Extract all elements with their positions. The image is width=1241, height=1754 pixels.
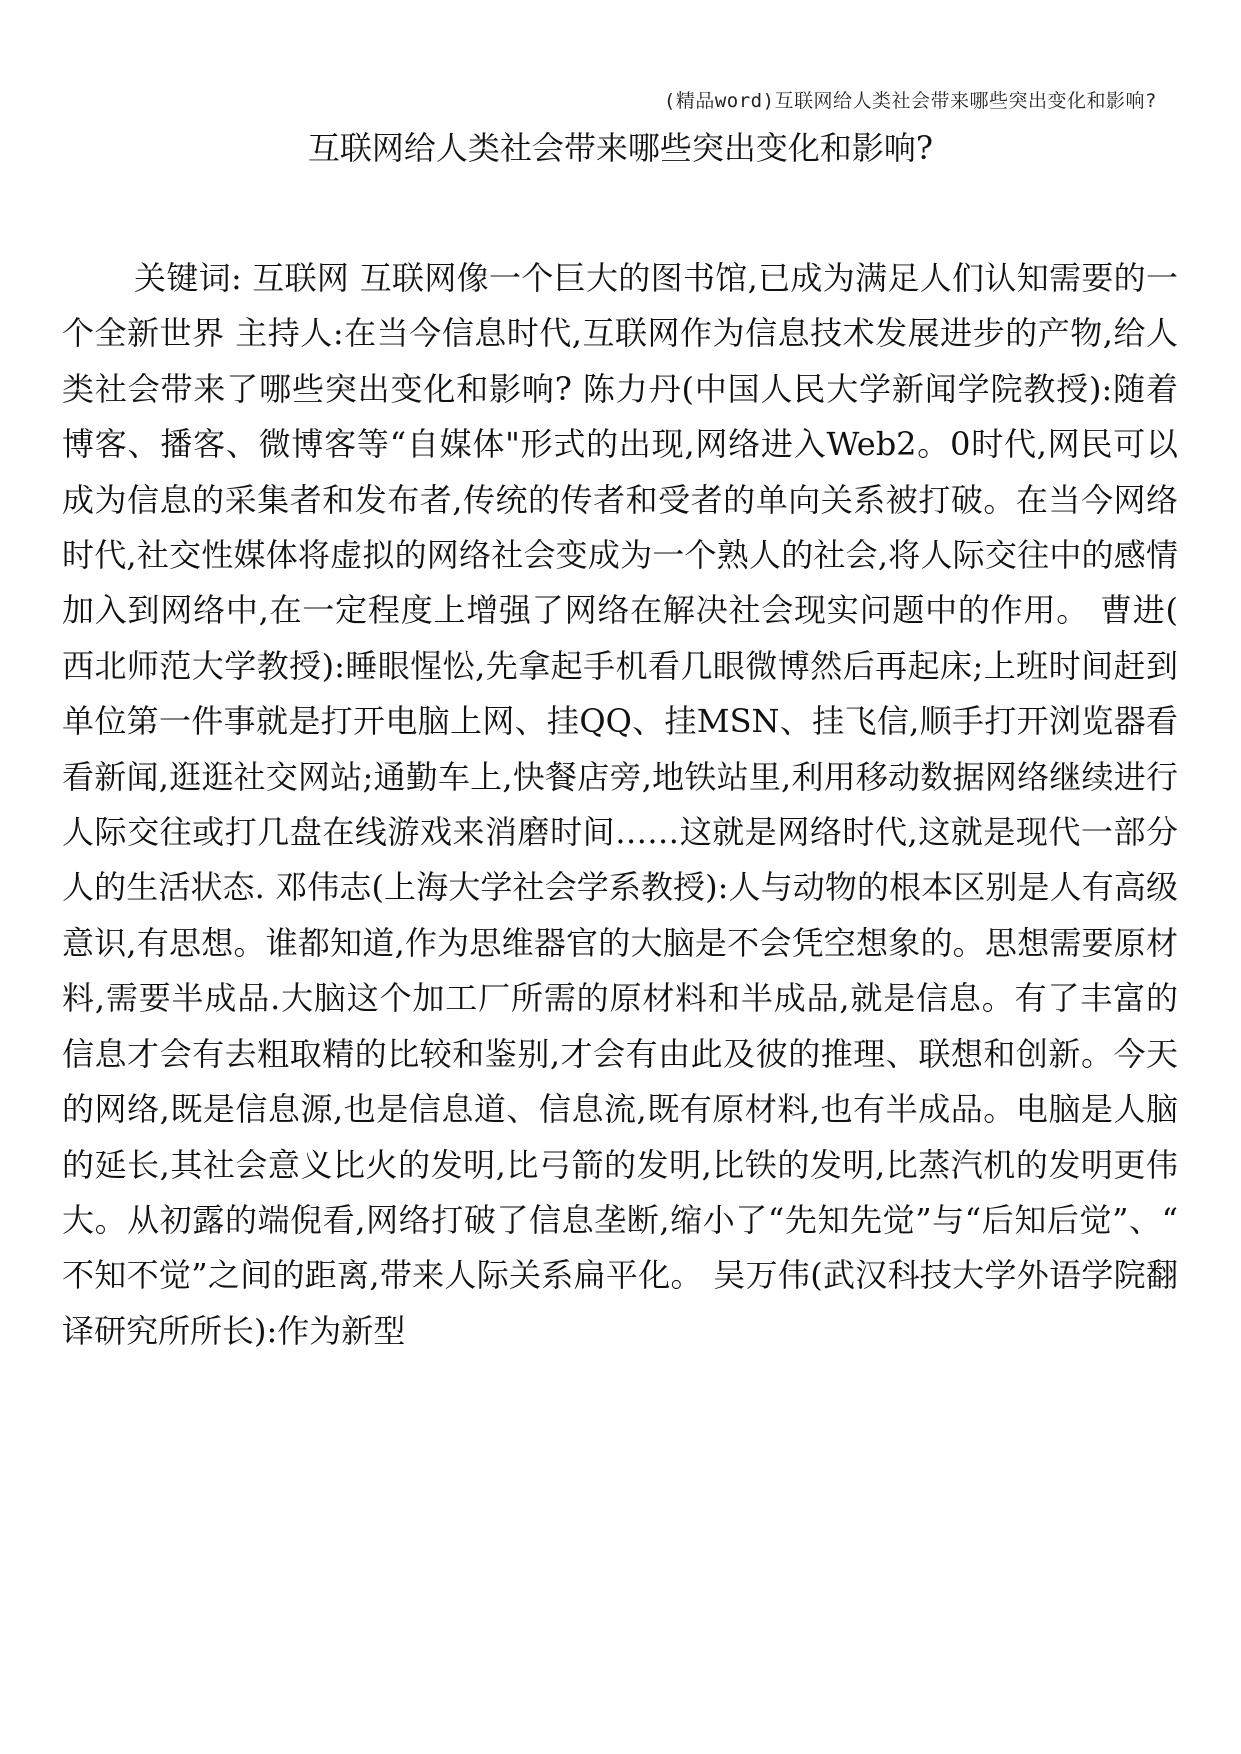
running-header: (精品word)互联网给人类社会带来哪些突出变化和影响? [663,90,1157,112]
document-body-paragraph: 关键词: 互联网 互联网像一个巨大的图书馆,已成为满足人们认知需要的一个全新世界 主持人:在当今信息时代,互联网作为信息技术发展进步的产物,给人类社会带来了哪些突出变化和影响? 陈力丹(中国人民大学新闻学院教授):随着博客、播客、微博客等“自媒体"形式的出现,网络进入Web2。0时代,网民可以成为信息的采集者和发布者,传统的传者和受者的单向关系被打破。在当今网络时代,社交性媒体将虚拟的网络社会变成为一个熟人的社会,将人际交往中的感情加入到网络中,在一定程度上增强了网络在解决社会现实问题中的作用。 曹进(西北师范大学教授):睡眼惺忪,先拿起手机看几眼微博然后再起床;上班时间赶到单位第一件事就是打开电脑上网、挂QQ、挂MSN、挂飞信,顺手打开浏览器看看新闻,逛逛社交网站;通勤车上,快餐店旁,地铁站里,利用移动数据网络继续进行人际交往或打几盘在线游戏来消磨时间……这就是网络时代,这就是现代一部分人的生活状态. 邓伟志(上海大学社会学系教授):人与动物的根本区别是人有高级意识,有思想。谁都知道,作为思维器官的大脑是不会凭空想象的。思想需要原材料,需要半成品.大脑这个加工厂所需的原材料和半成品,就是信息。有了丰富的信息才会有去粗取精的比较和鉴别,才会有由此及彼的推理、联想和创新。今天的网络,既是信息源,也是信息道、信息流,既有原材料,也有半成品。电脑是人脑的延长,其社会意义比火的发明,比弓箭的发明,比铁的发明,比蒸汽机的发明更伟大。从初露的端倪看,网络打破了信息垄断,缩小了“先知先觉”与“后知后觉”、“不知不觉”之间的距离,带来人际关系扁平化。 吴万伟(武汉科技大学外语学院翻译研究所所长):作为新型 [62,259,1178,1350]
document-title: 互联网给人类社会带来哪些突出变化和影响? [307,129,934,167]
